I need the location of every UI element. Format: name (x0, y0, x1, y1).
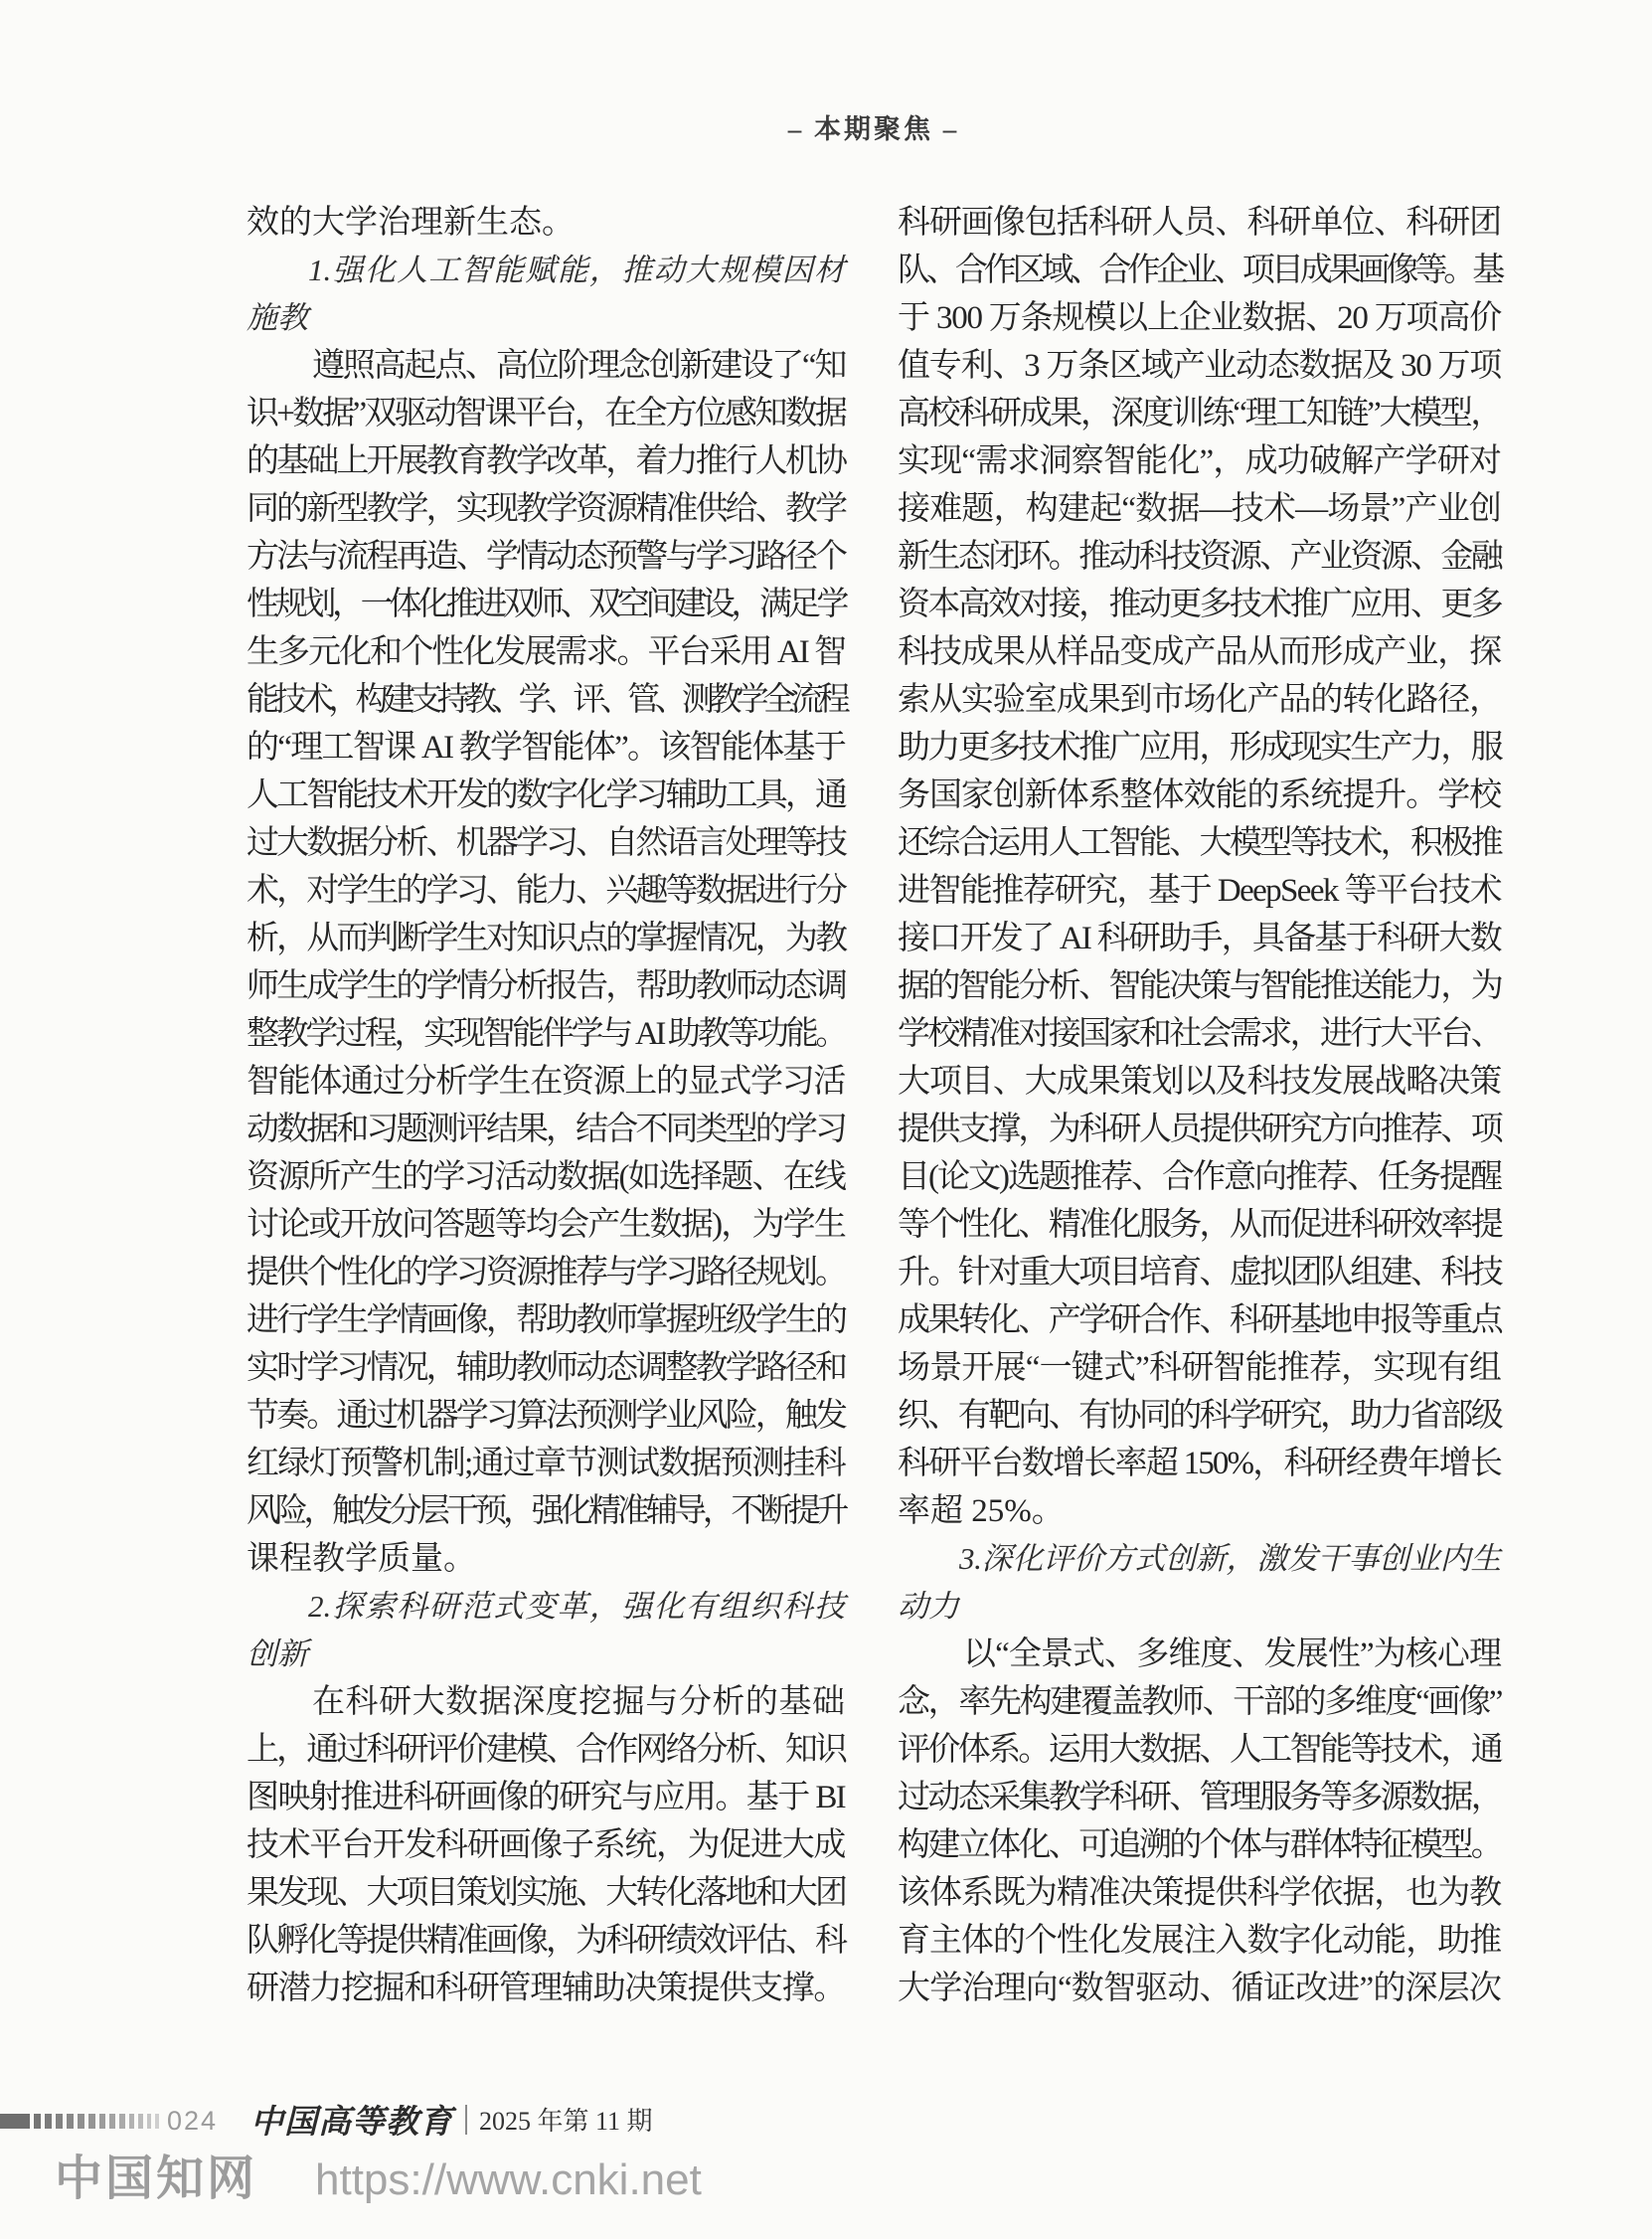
journal-footer (250, 2096, 653, 2143)
text-line: 提供个性化的学习资源推荐与学习路径规划。 (247, 1255, 845, 1291)
text-line: 目(论文)选题推荐、合作意向推荐、任务提醒 (898, 1159, 1501, 1195)
text-line: 科研画像包括科研人员、科研单位、科研团 (898, 205, 1501, 241)
text-line: 在科研大数据深度挖掘与分析的基础 (312, 1684, 845, 1720)
left-column (247, 199, 845, 2012)
text-line: 术，对学生的学习、能力、兴趣等数据进行分 (247, 873, 845, 909)
text-line: 人工智能技术开发的数字化学习辅助工具，通 (247, 777, 845, 813)
text-line: 创新 (247, 1636, 308, 1671)
text-line: 于 300 万条规模以上企业数据、20 万项高价 (898, 300, 1501, 336)
text-line: 值专利、3 万条区域产业动态数据及 30 万项 (898, 348, 1501, 384)
text-line: 研潜力挖掘和科研管理辅助决策提供支撑。 (247, 1971, 845, 2006)
text-line: 该体系既为精准决策提供科学依据，也为教 (898, 1875, 1501, 1911)
text-line: 讨论或开放问答题等均会产生数据)，为学生 (247, 1207, 845, 1243)
text-line: 进行学生学情画像，帮助教师掌握班级学生的 (247, 1302, 845, 1338)
text-line: 进智能推荐研究，基于 DeepSeek 等平台技术 (898, 873, 1501, 909)
text-line: 析，从而判断学生对知识点的掌握情况，为教 (247, 921, 845, 956)
journal-issue: 2025 年第 11 期 (479, 2107, 653, 2136)
text-line: 评价体系。运用大数据、人工智能等技术，通 (898, 1732, 1501, 1768)
text-line: 念，率先构建覆盖教师、干部的多维度“画像” (898, 1684, 1501, 1720)
text-line: 果发现、大项目策划实施、大转化落地和大团 (247, 1875, 845, 1911)
text-line: 育主体的个性化发展注入数字化动能，助推 (898, 1923, 1501, 1959)
text-line: 3.深化评价方式创新，激发干事创业内生 (959, 1541, 1501, 1576)
text-line: 高校科研成果，深度训练“理工知链”大模型， (898, 396, 1501, 431)
text-line: 实时学习情况，辅助教师动态调整教学路径和 (247, 1350, 845, 1386)
text-line: 师生成学生的学情分析报告，帮助教师动态调 (247, 968, 845, 1004)
text-line: 效的大学治理新生态。 (247, 205, 575, 241)
text-line: 1.强化人工智能赋能，推动大规模因材 (308, 253, 845, 287)
text-line: 科技成果从样品变成产品从而形成产业，探 (898, 634, 1501, 670)
text-line: 生多元化和个性化发展需求。平台采用 AI 智 (247, 634, 845, 670)
text-line: 风险，触发分层干预，强化精准辅导，不断提升 (247, 1493, 845, 1529)
text-line: 织、有靶向、有协同的科学研究，助力省部级 (898, 1398, 1501, 1434)
text-line: 技术平台开发科研画像子系统，为促进大成 (247, 1827, 845, 1863)
text-line: 以“全景式、多维度、发展性”为核心理 (963, 1636, 1501, 1672)
text-line: 场景开展“一键式”科研智能推荐，实现有组 (898, 1350, 1501, 1386)
text-line: 性规划，一体化推进双师、双空间建设，满足学 (247, 587, 845, 622)
text-line: 整教学过程，实现智能伴学与 AI 助教等功能。 (247, 1016, 845, 1052)
text-line: 动力 (898, 1589, 959, 1624)
text-line: 大学治理向“数智驱动、循证改进”的深层次 (898, 1971, 1501, 2006)
cnki-watermark (55, 2140, 702, 2208)
text-line: 资源所产生的学习活动数据(如选择题、在线 (247, 1159, 845, 1195)
text-line: 队孵化等提供精准画像，为科研绩效评估、科 (247, 1923, 845, 1959)
text-line: 方法与流程再造、学情动态预警与学习路径个 (247, 539, 845, 575)
text-line: 遵照高起点、高位阶理念创新建设了“知 (312, 348, 845, 384)
text-line: 新生态闭环。推动科技资源、产业资源、金融 (898, 539, 1501, 575)
footer-divider (465, 2105, 467, 2135)
text-line: 等个性化、精准化服务，从而促进科研效率提 (898, 1207, 1501, 1243)
text-line: 上，通过科研评价建模、合作网络分析、知识 (247, 1732, 845, 1768)
text-line: 2.探索科研范式变革，强化有组织科技 (308, 1589, 845, 1624)
text-line: 率超 25%。 (898, 1493, 1065, 1529)
text-line: 的基础上开展教育教学改革，着力推行人机协 (247, 443, 845, 479)
text-line: 队、合作区域、合作企业、项目成果画像等。基 (898, 253, 1501, 288)
text-line: 能技术，构建支持教、学、评、管、测教学全流程 (247, 682, 845, 718)
page-ornament-bars (0, 2114, 159, 2129)
text-line: 接难题，构建起“数据—技术—场景”产业创 (898, 491, 1501, 527)
text-line: 升。针对重大项目培育、虚拟团队组建、科技 (898, 1255, 1501, 1291)
text-line: 过大数据分析、机器学习、自然语言处理等技 (247, 825, 845, 861)
text-line: 过动态采集教学科研、管理服务等多源数据， (898, 1780, 1501, 1815)
text-line: 施教 (247, 300, 308, 335)
text-line: 务国家创新体系整体效能的系统提升。学校 (898, 777, 1501, 813)
text-line: 还综合运用人工智能、大模型等技术，积极推 (898, 825, 1501, 861)
text-line: 助力更多技术推广应用，形成现实生产力，服 (898, 730, 1501, 766)
text-line: 智能体通过分析学生在资源上的显式学习活 (247, 1064, 845, 1100)
cnki-watermark-name: 中国知网 (55, 2153, 258, 2205)
text-line: 同的新型教学，实现教学资源精准供给、教学 (247, 491, 845, 527)
text-line: 科研平台数增长率超 150%，科研经费年增长 (898, 1446, 1501, 1481)
text-line: 接口开发了 AI 科研助手，具备基于科研大数 (898, 921, 1501, 956)
text-line: 课程教学质量。 (247, 1541, 476, 1577)
text-line: 动数据和习题测评结果，结合不同类型的学习 (247, 1112, 845, 1147)
text-line: 索从实验室成果到市场化产品的转化路径， (898, 682, 1501, 718)
text-line: 大项目、大成果策划以及科技发展战略决策 (898, 1064, 1501, 1100)
text-line: 实现“需求洞察智能化”，成功破解产学研对 (898, 443, 1501, 479)
text-line: 构建立体化、可追溯的个体与群体特征模型。 (898, 1827, 1501, 1863)
cnki-watermark-url: https://www.cnki.net (315, 2155, 702, 2204)
text-line: 图映射推进科研画像的研究与应用。基于 BI (247, 1780, 845, 1815)
text-line: 红绿灯预警机制;通过章节测试数据预测挂科 (247, 1446, 845, 1481)
text-line: 节奏。通过机器学习算法预测学业风险，触发 (247, 1398, 845, 1434)
text-line: 学校精准对接国家和社会需求，进行大平台、 (898, 1016, 1501, 1052)
right-column (898, 199, 1501, 2012)
text-line: 据的智能分析、智能决策与智能推送能力，为 (898, 968, 1501, 1004)
text-line: 的“理工智课 AI 教学智能体”。该智能体基于 (247, 730, 845, 766)
text-line: 识+数据”双驱动智课平台，在全方位感知数据 (247, 396, 845, 431)
section-header: – 本期聚焦 – (787, 114, 960, 144)
journal-logo: 中国高等教育 (250, 2105, 453, 2141)
text-line: 成果转化、产学研合作、科研基地申报等重点 (898, 1302, 1501, 1338)
text-line: 资本高效对接，推动更多技术推广应用、更多 (898, 587, 1501, 622)
text-line: 提供支撑，为科研人员提供研究方向推荐、项 (898, 1112, 1501, 1147)
page-number: 024 (167, 2106, 219, 2136)
